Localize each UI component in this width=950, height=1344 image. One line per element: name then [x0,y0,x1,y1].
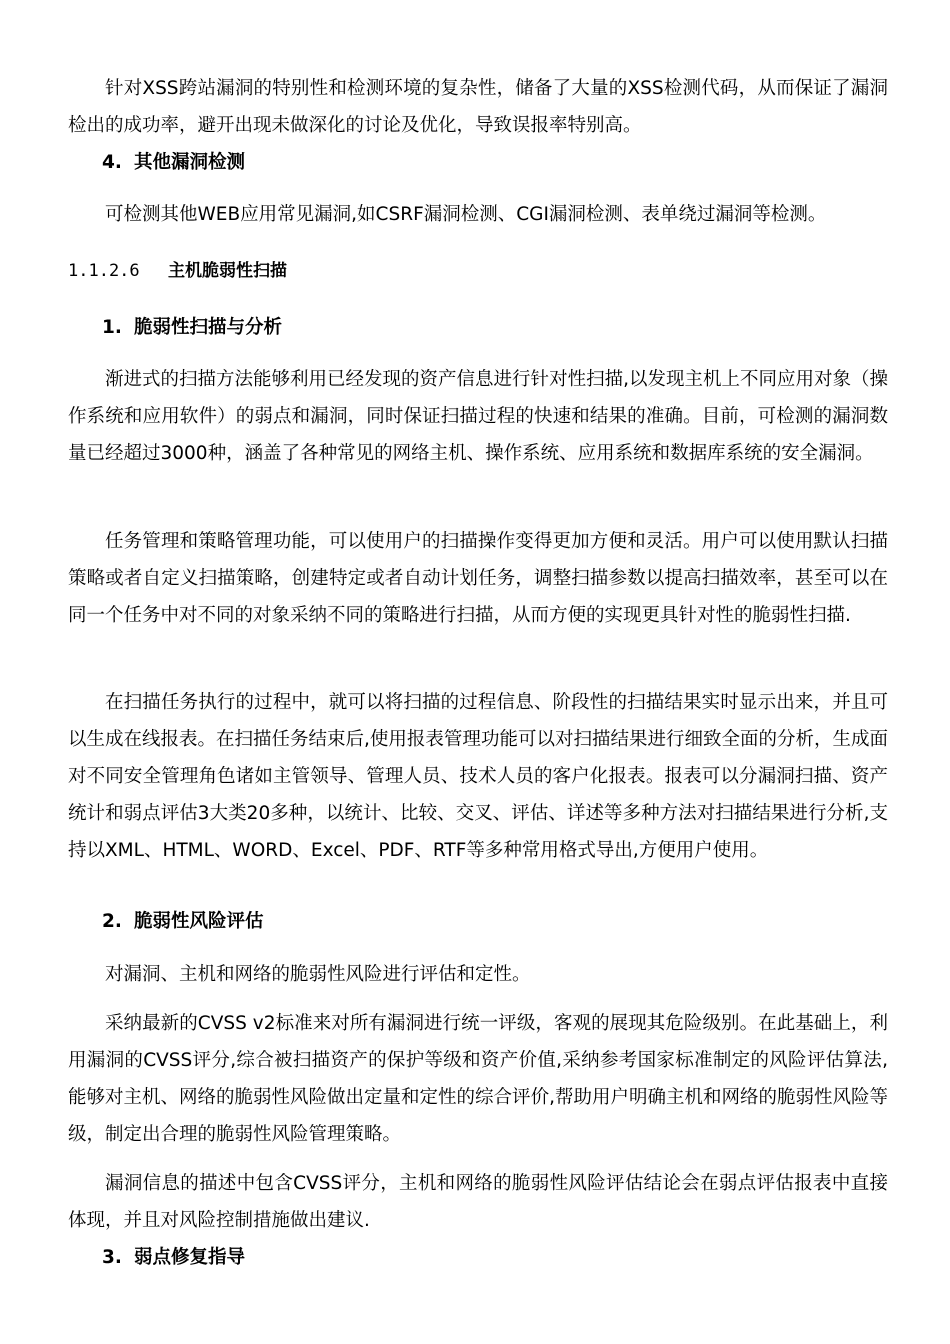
heading-weakness-fix-guide [102,1245,245,1271]
paragraph-task-policy: 任务管理和策略管理功能，可以使用户的扫描操作变得更加方便和灵活。用户可以使用默认扫描策略或者自定义扫描策略，创建特定或者自动计划任务，调整扫描参数以提高扫描效率，甚至可以在同一个任务中对不同的对象采纳不同的策略进行扫描，从而方便的实现更具针对性的脆弱性扫描. [68,531,888,626]
section-heading-host-vuln-scan [68,258,287,284]
heading-number: 3. [102,1247,122,1268]
paragraph-cvss: 采纳最新的CVSS v2标准来对所有漏洞进行统一评级，客观的展现其危险级别。在此基础上，利用漏洞的CVSS评分,综合被扫描资产的保护等级和资产价值,采纳参考国家标准制定的风险评估算法,能够对主机、网络的脆弱性风险做出定量和定性的综合评价,帮助用户明确主机和网络的脆弱性风险等级，制定出合理的脆弱性风险管理策略。 [68,1013,888,1145]
heading-title: 其他漏洞检测 [134,152,246,173]
heading-number: 2. [102,911,122,932]
heading-title: 脆弱性扫描与分析 [134,317,283,338]
paragraph-cvss-report: 漏洞信息的描述中包含CVSS评分，主机和网络的脆弱性风险评估结论会在弱点评估报表中直接体现，并且对风险控制措施做出建议. [68,1173,888,1231]
paragraph-xss-intro: 针对XSS跨站漏洞的特别性和检测环境的复杂性，储备了大量的XSS检测代码，从而保证了漏洞检出的成功率，避开出现未做深化的讨论及优化，导致误报率特别高。 [68,78,888,136]
heading-title: 弱点修复指导 [134,1247,246,1268]
heading-number: 4. [102,152,122,173]
heading-vuln-scan-analysis [102,315,282,341]
heading-number: 1. [102,317,122,338]
heading-title: 脆弱性风险评估 [134,911,264,932]
section-title: 主机脆弱性扫描 [168,261,287,281]
paragraph-scan-method: 渐进式的扫描方法能够利用已经发现的资产信息进行针对性扫描,以发现主机上不同应用对象（操作系统和应用软件）的弱点和漏洞，同时保证扫描过程的快速和结果的准确。目前，可检测的漏洞数量已经超过3000种，涵盖了各种常见的网络主机、操作系统、应用系统和数据库系统的安全漏洞。 [68,369,888,464]
paragraph-report: 在扫描任务执行的过程中，就可以将扫描的过程信息、阶段性的扫描结果实时显示出来，并且可以生成在线报表。在扫描任务结束后,使用报表管理功能可以对扫描结果进行细致全面的分析，生成面对不同安全管理角色诸如主管领导、管理人员、技术人员的客户化报表。报表可以分漏洞扫描、资产统计和弱点评估3大类20多种，以统计、比较、交叉、评估、详述等多种方法对扫描结果进行分析,支持以XML、HTML、WORD、Excel、PDF、RTF等多种常用格式导出,方便用户使用。 [68,692,888,861]
paragraph-other-vuln: 可检测其他WEB应用常见漏洞,如CSRF漏洞检测、CGI漏洞检测、表单绕过漏洞等检测。 [105,204,827,225]
paragraph-risk-intro: 对漏洞、主机和网络的脆弱性风险进行评估和定性。 [105,964,531,985]
heading-vuln-risk-assessment [102,909,264,935]
section-number: 1.1.2.6 [68,261,140,281]
heading-other-vuln-detection [102,150,245,176]
